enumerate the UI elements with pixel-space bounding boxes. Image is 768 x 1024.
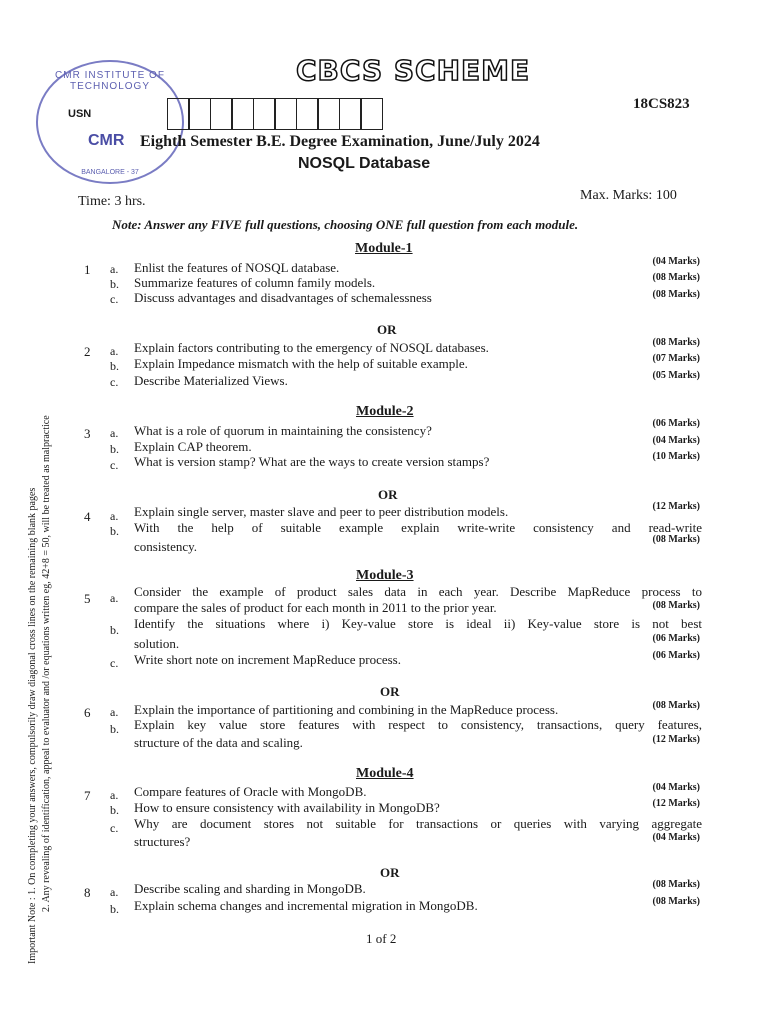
question-text: Explain CAP theorem.	[134, 439, 252, 454]
module-1-heading: Module-1	[355, 241, 413, 256]
question-text: Summarize features of column family models.	[134, 275, 376, 290]
question-text-continued: compare the sales of product for each month in 2011 to the prior year.	[134, 600, 497, 615]
part-label: a.	[110, 426, 119, 440]
question-text: Explain the importance of partitioning and combining in the MapReduce process.	[134, 702, 559, 717]
part-label: b.	[110, 359, 119, 373]
institute-seal	[36, 60, 184, 184]
question-number: 2	[84, 344, 91, 359]
marks-label: (12 Marks)	[652, 734, 700, 745]
or-label: OR	[378, 487, 398, 502]
marks-label: (08 Marks)	[652, 534, 700, 545]
part-label: b.	[110, 803, 119, 817]
question-text: With the help of suitable example explain write-write consistency and read-write	[134, 520, 702, 535]
seal-bottom-text: BANGALORE - 37	[81, 169, 139, 176]
usn-box	[167, 98, 190, 130]
question-text: Explain schema changes and incremental migration in MongoDB.	[134, 898, 478, 913]
question-number: 1	[84, 262, 91, 277]
question-number: 5	[84, 591, 91, 606]
question-text: How to ensure consistency with availability in MongoDB?	[134, 800, 440, 815]
usn-box	[188, 98, 211, 130]
module-2-heading: Module-2	[356, 404, 414, 419]
module-4-heading: Module-4	[356, 766, 414, 781]
instruction-note: Note: Answer any FIVE full questions, choosing ONE full question from each module.	[112, 217, 579, 232]
usn-label: USN	[68, 108, 92, 120]
module-3-heading: Module-3	[356, 568, 414, 583]
marks-label: (04 Marks)	[652, 435, 700, 446]
part-label: c.	[110, 292, 119, 306]
marks-label: (10 Marks)	[652, 451, 700, 462]
question-number: 3	[84, 426, 91, 441]
usn-box	[253, 98, 276, 130]
question-text-continued: structures?	[134, 834, 191, 849]
marks-label: (08 Marks)	[652, 289, 700, 300]
question-text: Explain Impedance mismatch with the help of suitable example.	[134, 356, 468, 371]
part-label: a.	[110, 885, 119, 899]
or-label: OR	[377, 322, 397, 337]
part-label: c.	[110, 458, 119, 472]
seal-center-text: CMR	[88, 132, 125, 149]
usn-box	[274, 98, 297, 130]
time-label: Time: 3 hrs.	[78, 194, 146, 209]
part-label: b.	[110, 623, 119, 637]
question-text: What is version stamp? What are the ways to create version stamps?	[134, 454, 490, 469]
question-text: Discuss advantages and disadvantages of schemalessness	[134, 290, 432, 305]
question-text: What is a role of quorum in maintaining the consistency?	[134, 423, 432, 438]
question-text: Why are document stores not suitable for transactions or queries with varying aggregate	[134, 816, 702, 831]
marks-label: (06 Marks)	[652, 650, 700, 661]
usn-boxes	[168, 98, 383, 130]
usn-box	[296, 98, 319, 130]
max-marks: Max. Marks: 100	[580, 188, 677, 203]
usn-box	[317, 98, 340, 130]
part-label: b.	[110, 902, 119, 916]
side-important-note	[26, 264, 54, 964]
usn-box	[210, 98, 233, 130]
question-number: 6	[84, 705, 91, 720]
part-label: a.	[110, 705, 119, 719]
part-label: a.	[110, 344, 119, 358]
seal-top-text: CMR INSTITUTE OF TECHNOLOGY	[55, 70, 165, 92]
question-text: Describe scaling and sharding in MongoDB.	[134, 881, 366, 896]
page-number: 1 of 2	[366, 931, 397, 946]
side-note-line2: 2. Any revealing of identification, appeal to evaluator and /or equations written eg, 42+8 = 50, will be treated as malpractice	[41, 415, 52, 912]
part-label: b.	[110, 722, 119, 736]
marks-label: (06 Marks)	[652, 418, 700, 429]
usn-box	[360, 98, 383, 130]
marks-label: (06 Marks)	[652, 633, 700, 644]
marks-label: (08 Marks)	[652, 896, 700, 907]
question-text-continued: consistency.	[134, 539, 198, 554]
question-text: Enlist the features of NOSQL database.	[134, 260, 340, 275]
marks-label: (04 Marks)	[652, 782, 700, 793]
question-number: 7	[84, 788, 91, 803]
part-label: b.	[110, 277, 119, 291]
marks-label: (05 Marks)	[652, 370, 700, 381]
marks-label: (08 Marks)	[652, 879, 700, 890]
subject-name: NOSQL Database	[298, 155, 431, 172]
scheme-title: CBCS SCHEME	[296, 54, 531, 87]
part-label: b.	[110, 442, 119, 456]
marks-label: (08 Marks)	[652, 337, 700, 348]
question-text: Explain single server, master slave and peer to peer distribution models.	[134, 504, 509, 519]
side-note-line1: Important Note : 1. On completing your answers, compulsorily draw diagonal cross lines on the remaining blank pages	[27, 487, 38, 964]
question-text: Explain key value store features with respect to consistency, transactions, query features,	[134, 717, 702, 732]
part-label: a.	[110, 509, 119, 523]
part-label: a.	[110, 591, 119, 605]
marks-label: (08 Marks)	[652, 700, 700, 711]
question-number: 8	[84, 885, 91, 900]
question-text: Identify the situations where i) Key-value store is ideal ii) Key-value store is not best	[134, 616, 702, 631]
part-label: a.	[110, 262, 119, 276]
marks-label: (08 Marks)	[652, 272, 700, 283]
exam-title: Eighth Semester B.E. Degree Examination, June/July 2024	[140, 133, 540, 150]
question-number: 4	[84, 509, 91, 524]
part-label: c.	[110, 821, 119, 835]
marks-label: (04 Marks)	[652, 832, 700, 843]
part-label: c.	[110, 656, 119, 670]
part-label: c.	[110, 375, 119, 389]
question-text-continued: solution.	[134, 636, 180, 651]
marks-label: (07 Marks)	[652, 353, 700, 364]
subject-code: 18CS823	[633, 96, 690, 112]
marks-label: (12 Marks)	[652, 501, 700, 512]
or-label: OR	[380, 865, 400, 880]
question-text-continued: structure of the data and scaling.	[134, 735, 303, 750]
question-text: Consider the example of product sales data in each year. Describe MapReduce process to	[134, 584, 702, 599]
marks-label: (08 Marks)	[652, 600, 700, 611]
part-label: a.	[110, 788, 119, 802]
or-label: OR	[380, 684, 400, 699]
question-text: Explain factors contributing to the emergency of NOSQL databases.	[134, 340, 489, 355]
marks-label: (04 Marks)	[652, 256, 700, 267]
part-label: b.	[110, 524, 119, 538]
question-text: Write short note on increment MapReduce process.	[134, 652, 401, 667]
usn-box	[231, 98, 254, 130]
usn-box	[339, 98, 362, 130]
marks-label: (12 Marks)	[652, 798, 700, 809]
question-text: Describe Materialized Views.	[134, 373, 288, 388]
question-text: Compare features of Oracle with MongoDB.	[134, 784, 367, 799]
